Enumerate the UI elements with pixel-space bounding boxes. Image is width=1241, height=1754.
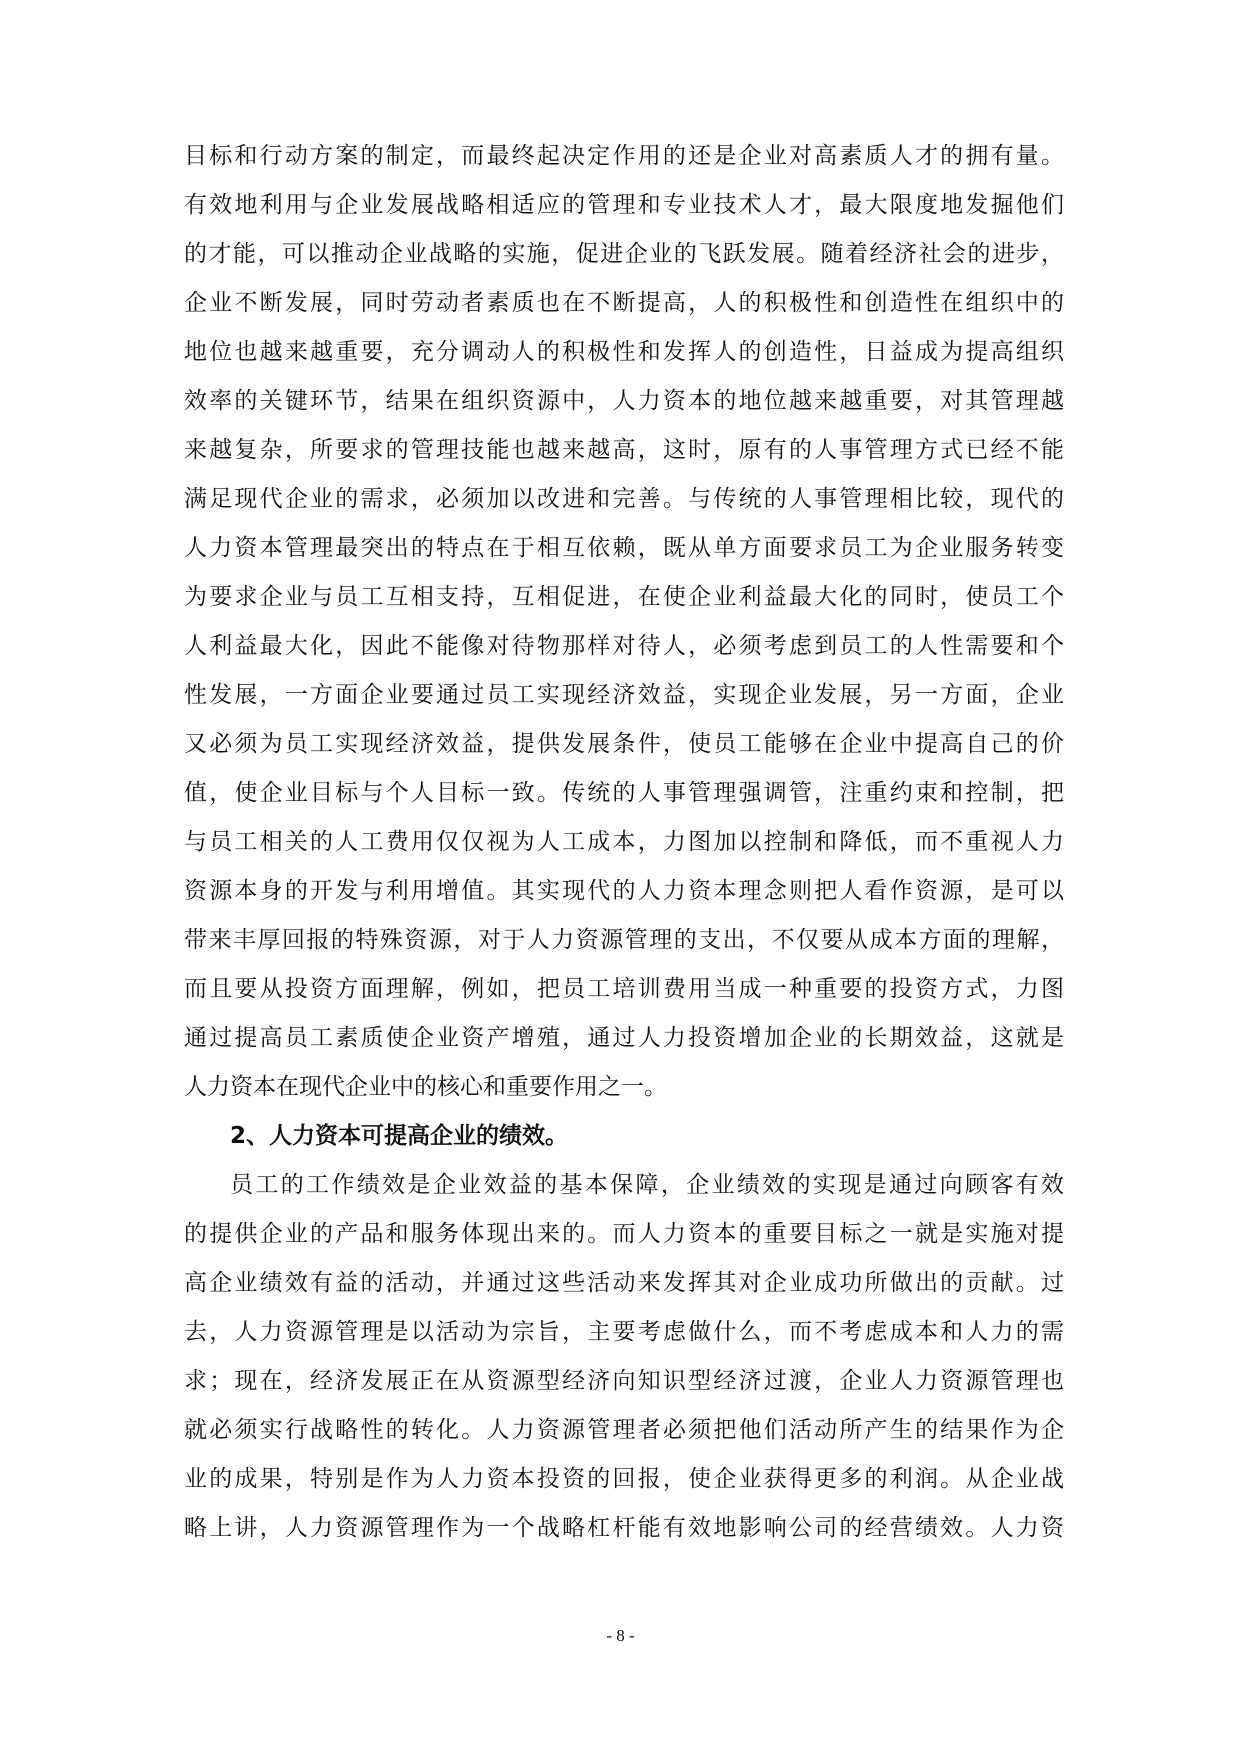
text-line: 又必须为员工实现经济效益，提供发展条件，使员工能够在企业中提高自己的价 bbox=[184, 731, 1064, 757]
paragraph-1 bbox=[184, 132, 1064, 1112]
text-line: 的才能，可以推动企业战略的实施，促进企业的飞跃发展。随着经济社会的进步， bbox=[184, 241, 1064, 267]
text-line: 就必须实行战略性的转化。人力资源管理者必须把他们活动所产生的结果作为企 bbox=[184, 1417, 1064, 1443]
paragraph-2 bbox=[184, 1161, 1064, 1553]
text-line: 求；现在，经济发展正在从资源型经济向知识型经济过渡，企业人力资源管理也 bbox=[184, 1368, 1064, 1394]
text-line: 人力资本管理最突出的特点在于相互依赖，既从单方面要求员工为企业服务转变 bbox=[184, 535, 1064, 561]
text-line: 来越复杂，所要求的管理技能也越来越高，这时，原有的人事管理方式已经不能 bbox=[184, 437, 1064, 463]
section-heading: 2、人力资本可提高企业的绩效。 bbox=[230, 1123, 569, 1149]
text-line: 员工的工作绩效是企业效益的基本保障，企业绩效的实现是通过向顾客有效 bbox=[230, 1172, 1064, 1198]
text-line: 与员工相关的人工费用仅仅视为人工成本，力图加以控制和降低，而不重视人力 bbox=[184, 829, 1064, 855]
text-line: 的提供企业的产品和服务体现出来的。而人力资本的重要目标之一就是实施对提 bbox=[184, 1221, 1064, 1247]
text-line: 满足现代企业的需求，必须加以改进和完善。与传统的人事管理相比较，现代的 bbox=[184, 486, 1064, 512]
text-line: 高企业绩效有益的活动，并通过这些活动来发挥其对企业成功所做出的贡献。过 bbox=[184, 1270, 1064, 1296]
text-line: 带来丰厚回报的特殊资源，对于人力资源管理的支出，不仅要从成本方面的理解， bbox=[184, 927, 1064, 953]
text-line: 人利益最大化，因此不能像对待物那样对待人，必须考虑到员工的人性需要和个 bbox=[184, 633, 1064, 659]
text-line: 性发展，一方面企业要通过员工实现经济效益，实现企业发展，另一方面，企业 bbox=[184, 682, 1064, 708]
text-line: 目标和行动方案的制定，而最终起决定作用的还是企业对高素质人才的拥有量。 bbox=[184, 143, 1064, 169]
page-number: - 8 - bbox=[606, 1626, 635, 1645]
text-line: 而且要从投资方面理解，例如，把员工培训费用当成一种重要的投资方式，力图 bbox=[184, 976, 1064, 1002]
body-text bbox=[184, 132, 1064, 1553]
text-line: 地位也越来越重要，充分调动人的积极性和发挥人的创造性，日益成为提高组织 bbox=[184, 339, 1064, 365]
text-line: 略上讲，人力资源管理作为一个战略杠杆能有效地影响公司的经营绩效。人力资 bbox=[184, 1515, 1064, 1541]
text-line: 企业不断发展，同时劳动者素质也在不断提高，人的积极性和创造性在组织中的 bbox=[184, 290, 1064, 316]
text-line: 值，使企业目标与个人目标一致。传统的人事管理强调管，注重约束和控制，把 bbox=[184, 780, 1064, 806]
text-line: 业的成果，特别是作为人力资本投资的回报，使企业获得更多的利润。从企业战 bbox=[184, 1466, 1064, 1492]
text-line: 人力资本在现代企业中的核心和重要作用之一。 bbox=[184, 1074, 667, 1100]
text-line: 效率的关键环节，结果在组织资源中，人力资本的地位越来越重要，对其管理越 bbox=[184, 388, 1064, 414]
text-line: 去，人力资源管理是以活动为宗旨，主要考虑做什么，而不考虑成本和人力的需 bbox=[184, 1319, 1064, 1345]
text-line: 为要求企业与员工互相支持，互相促进，在使企业利益最大化的同时，使员工个 bbox=[184, 584, 1064, 610]
text-line: 通过提高员工素质使企业资产增殖，通过人力投资增加企业的长期效益，这就是 bbox=[184, 1025, 1064, 1051]
text-line: 资源本身的开发与利用增值。其实现代的人力资本理念则把人看作资源，是可以 bbox=[184, 878, 1064, 904]
text-line: 有效地利用与企业发展战略相适应的管理和专业技术人才，最大限度地发掘他们 bbox=[184, 192, 1064, 218]
